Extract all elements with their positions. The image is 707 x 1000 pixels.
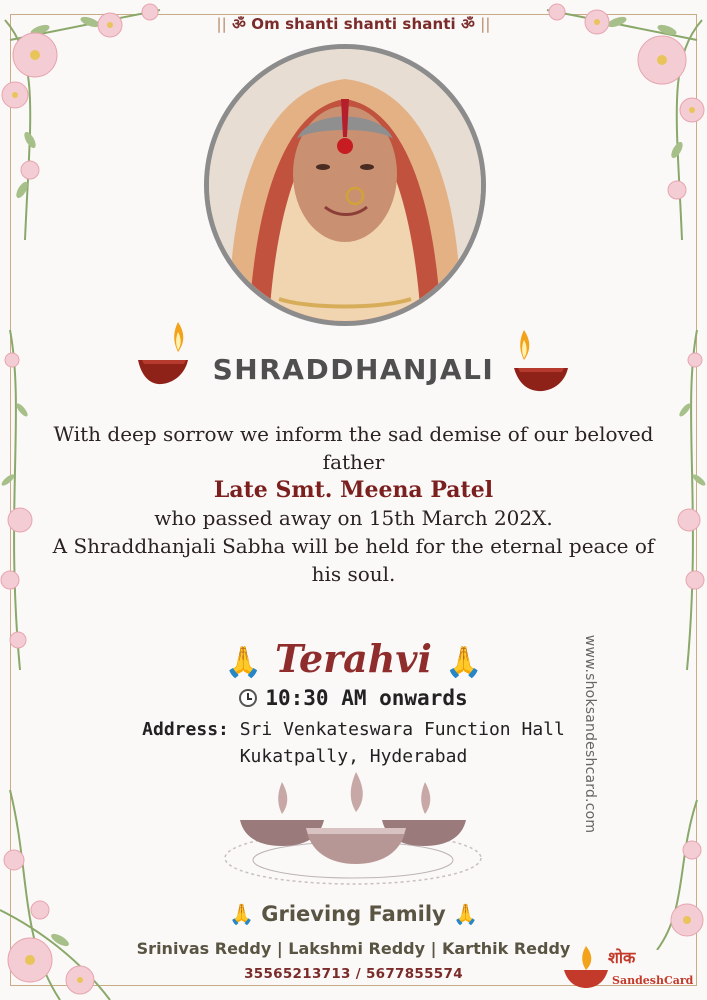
condolence-message <box>40 420 667 588</box>
message-date: who passed away on 15th March 202X. <box>154 506 553 530</box>
pray-hands-icon: 🙏 <box>453 902 478 926</box>
diyas-illustration <box>222 770 484 892</box>
family-members: Srinivas Reddy | Lakshmi Reddy | Karthik Reddy <box>136 939 571 958</box>
brand-logo <box>608 946 703 994</box>
address-line-2: Kukatpally, Hyderabad <box>239 746 468 767</box>
portrait-photo <box>204 44 486 326</box>
address-line-1: Sri Venkateswara Function Hall <box>239 719 565 740</box>
blessing-suffix: || <box>480 15 491 33</box>
family-title-row <box>0 902 707 926</box>
event-title-row <box>0 636 707 681</box>
portrait-image <box>209 49 481 321</box>
message-sabha: A Shraddhanjali Sabha will be held for the eternal peace of his soul. <box>52 534 655 586</box>
pray-hands-icon: 🙏 <box>224 645 262 680</box>
contact-phones: 35565213713 / 5677855574 <box>244 966 463 982</box>
event-address <box>40 716 667 770</box>
clock-icon <box>239 689 257 707</box>
blessing-line <box>0 14 707 34</box>
event-title: Terahvi <box>275 636 432 681</box>
deceased-name: Late Smt. Meena Patel <box>213 477 494 503</box>
event-time-row <box>0 686 707 710</box>
logo-text-brand: SandeshCard <box>612 974 694 987</box>
logo-diya-icon <box>562 944 610 990</box>
heading-title: SHRADDHANJALI <box>212 353 495 386</box>
floral-top-right <box>537 0 707 250</box>
pray-hands-icon: 🙏 <box>445 645 483 680</box>
pray-hands-icon: 🙏 <box>229 902 254 926</box>
address-label: Address: <box>142 719 229 740</box>
logo-text-hindi: शोक <box>608 948 636 967</box>
event-time: 10:30 AM onwards <box>265 686 468 710</box>
diya-right-icon <box>512 330 568 392</box>
blessing-prefix: || <box>216 15 227 33</box>
message-intro: With deep sorrow we inform the sad demise of our beloved father <box>53 422 654 474</box>
floral-bottom-right <box>617 800 707 950</box>
floral-top-left <box>0 0 170 250</box>
website-watermark: www.shoksandeshcard.com <box>582 634 598 834</box>
blessing-text: ॐ Om shanti shanti shanti ॐ <box>232 15 475 33</box>
family-title: Grieving Family <box>261 902 446 926</box>
